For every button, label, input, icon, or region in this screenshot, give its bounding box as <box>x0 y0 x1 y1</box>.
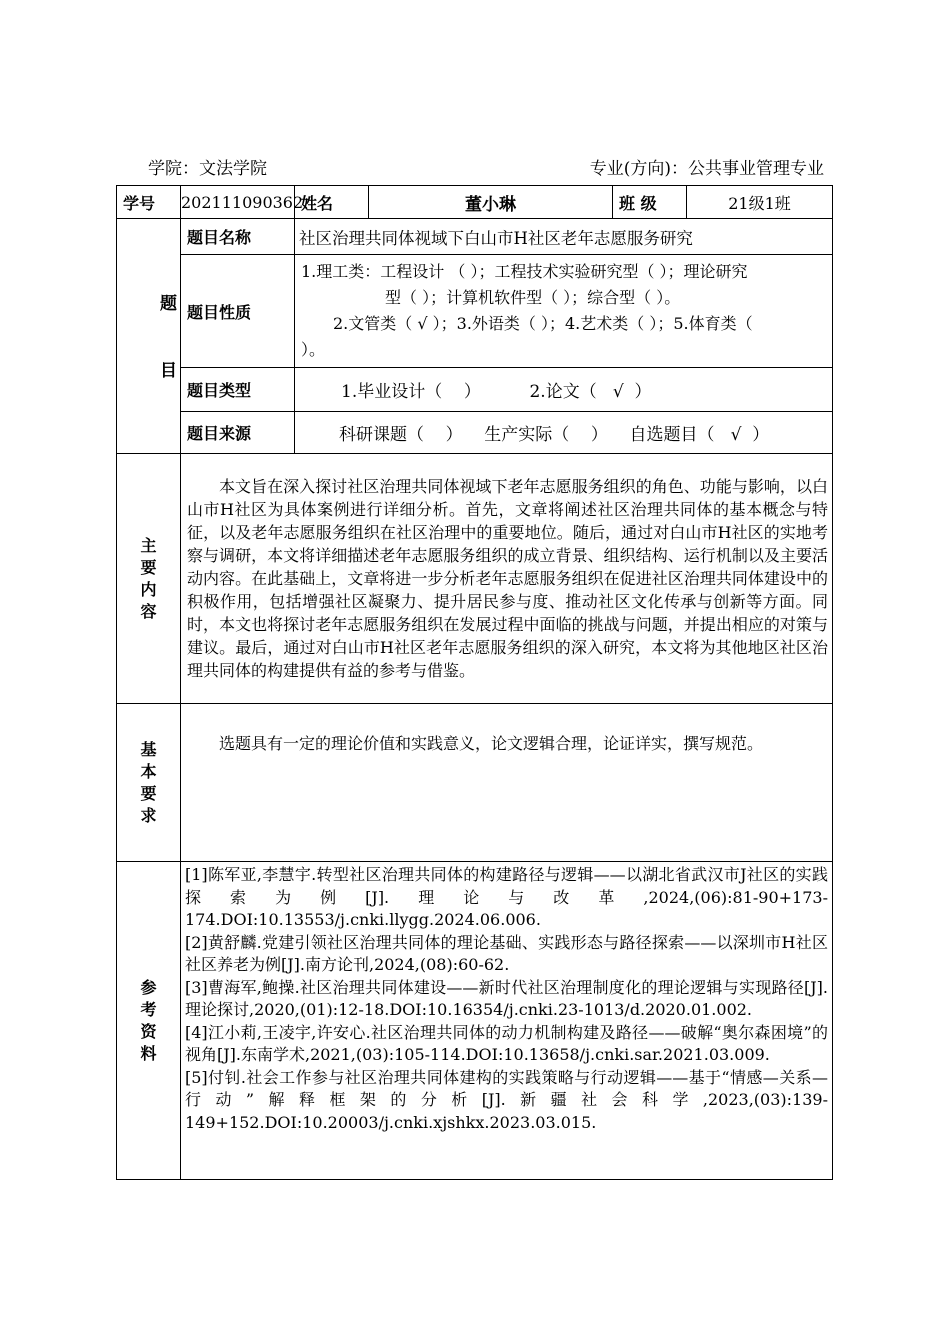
nature-line-3: 2.文管类（ √ ）；3.外语类（ ）；4.艺术类（ ）；5.体育类（ <box>333 314 753 333</box>
main-content-char-1: 主 <box>140 535 157 555</box>
basic-req-char-1: 基 <box>140 739 157 759</box>
basic-req-char-3: 要 <box>140 783 157 803</box>
topic-type-label: 题目类型 <box>181 368 295 412</box>
references-list <box>181 862 833 1180</box>
references-char-3: 资 <box>140 1021 157 1041</box>
references-label <box>117 862 181 1180</box>
topic-name-row <box>117 219 833 255</box>
reference-item-3: [3]曹海军,鲍操.社区治理共同体建设——新时代社区治理制度化的理论逻辑与实现路径[J].理论探讨,2020,(01):12-18.DOI:10.16354/j.cnki.23-1013/d.2020.01.002. <box>185 977 828 1019</box>
major-label: 专业(方向)：公共事业管理专业 <box>589 159 824 179</box>
basic-requirements-row <box>117 704 833 862</box>
references-row <box>117 862 833 1180</box>
student-name-label: 姓名 <box>295 186 369 219</box>
nature-line-1: 1.理工类：工程设计 （ ）；工程技术实验研究型（ ）；理论研究 <box>301 262 748 281</box>
references-char-1: 参 <box>140 977 157 997</box>
reference-item-5: [5]付钊.社会工作参与社区治理共同体建构的实践策略与行动逻辑——基于“情感—关系—行动”解释框架的分析[J].新疆社会科学,2023,(03):139-149+152.DOI:10.20003/j.cnki.xjshkx.2023.03.015. <box>185 1067 828 1132</box>
basic-requirements-text: 选题具有一定的理论价值和实践意义，论文逻辑合理，论证详实，撰写规范。 <box>181 704 833 862</box>
topic-source-value: 科研课题（ ） 生产实际（ ） 自选题目（ √ ） <box>295 412 833 454</box>
topic-source-row <box>117 412 833 454</box>
main-content-char-3: 内 <box>140 579 157 599</box>
main-content-label <box>117 454 181 704</box>
main-content-char-4: 容 <box>140 601 157 621</box>
topic-nature-row <box>117 255 833 368</box>
references-char-4: 料 <box>140 1043 157 1063</box>
topic-nature-label: 题目性质 <box>181 255 295 368</box>
topic-name-value: 社区治理共同体视域下白山市H社区老年志愿服务研究 <box>295 219 833 255</box>
topic-section-label <box>117 219 181 454</box>
topic-name-label: 题目名称 <box>181 219 295 255</box>
reference-item-4: [4]江小莉,王凌宇,许安心.社区治理共同体的动力机制构建及路径——破解“奥尔森困境”的视角[J].东南学术,2021,(03):105-114.DOI:10.13658/j.cnki.sar.2021.03.009. <box>185 1022 828 1064</box>
main-content-row <box>117 454 833 704</box>
class-label: 班 级 <box>613 186 687 219</box>
topic-type-row <box>117 368 833 412</box>
class-value: 21级1班 <box>687 186 833 219</box>
nature-line-2: 型（ ）；计算机软件型（ ）；综合型（ ）。 <box>385 288 681 307</box>
college-label: 学院：文法学院 <box>148 159 267 179</box>
topic-label-char-1: 题 <box>160 294 177 314</box>
topic-form-table <box>116 185 833 1180</box>
basic-req-char-4: 求 <box>140 805 157 825</box>
basic-requirements-label <box>117 704 181 862</box>
main-content-char-2: 要 <box>140 557 157 577</box>
reference-item-2: [2]黄舒麟.党建引领社区治理共同体的理论基础、实践形态与路径探索——以深圳市H社区社区养老为例[J].南方论刊,2024,(08):60-62. <box>185 932 828 974</box>
main-content-text: 本文旨在深入探讨社区治理共同体视域下老年志愿服务组织的角色、功能与影响，以白山市H社区为具体案例进行详细分析。首先，文章将阐述社区治理共同体的基本概念与特征，以及老年志愿服务组织在社区治理中的重要地位。随后，通过对白山市H社区的实地考察与调研，本文将详细描述老年志愿服务组织的成立背景、组织结构、运行机制以及主要活动内容。在此基础上，文章将进一步分析老年志愿服务组织在促进社区治理共同体建设中的积极作用，包括增强社区凝聚力、提升居民参与度、推动社区文化传承与创新等方面。同时，本文也将探讨老年志愿服务组织在发展过程中面临的挑战与问题，并提出相应的对策与建议。最后，通过对白山市H社区老年志愿服务组织的深入研究，本文将为其他地区社区治理共同体的构建提供有益的参考与借鉴。 <box>181 454 833 704</box>
student-name-value: 董小琳 <box>369 186 613 219</box>
student-id-label: 学号 <box>117 186 181 219</box>
topic-nature-value <box>295 255 833 368</box>
student-id-value: 202111090362 <box>181 186 295 219</box>
topic-type-value: 1.毕业设计（ ） 2.论文（ √ ） <box>295 368 833 412</box>
reference-item-1: [1]陈军亚,李慧宇.转型社区治理共同体的构建路径与逻辑——以湖北省武汉市J社区的实践探索为例[J].理论与改革,2024,(06):81-90+173-174.DOI:10.13553/j.cnki.llygg.2024.06.006. <box>185 865 828 929</box>
student-row <box>117 186 833 219</box>
topic-label-char-2: 目 <box>160 361 177 381</box>
basic-req-char-2: 本 <box>140 761 157 781</box>
references-char-2: 考 <box>140 999 157 1019</box>
topic-source-label: 题目来源 <box>181 412 295 454</box>
nature-line-4: ）。 <box>301 340 326 359</box>
